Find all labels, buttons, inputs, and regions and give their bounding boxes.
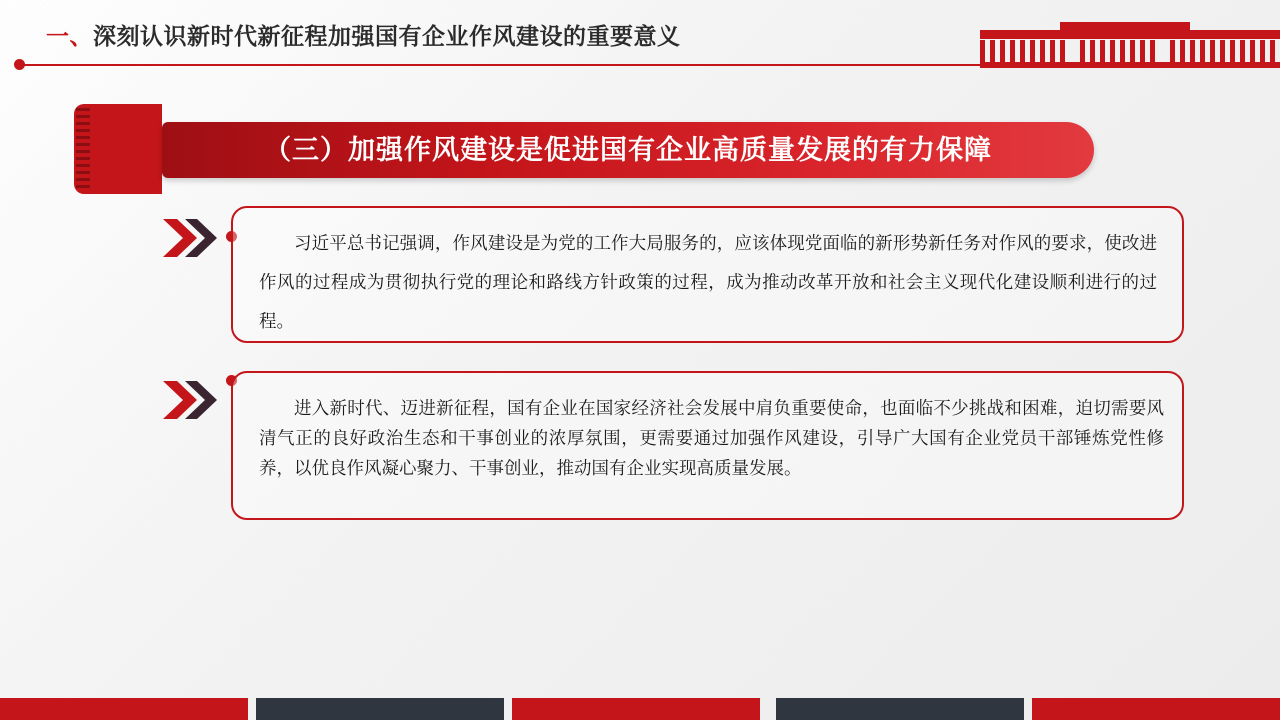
footer-segment-dark-2 xyxy=(776,698,1024,720)
government-building-icon xyxy=(980,22,1280,68)
page-title-index: 一、 xyxy=(46,23,93,49)
banner-stripes-decor xyxy=(76,108,90,190)
content-box-2 xyxy=(231,371,1184,520)
content-text-1: 习近平总书记强调，作风建设是为党的工作大局服务的，应该体现党面临的新形势新任务对作风的要求，使改进作风的过程成为贯彻执行党的理论和路线方针政策的过程，成为推动改革开放和社会主义现代化建设顺利进行的过程。 xyxy=(259,233,1157,331)
header-bullet-dot xyxy=(14,59,25,70)
slide-footer xyxy=(0,698,1280,720)
footer-segment-red-1 xyxy=(0,698,248,720)
page-title xyxy=(46,18,681,51)
double-chevron-right-icon xyxy=(163,379,225,421)
banner-notch xyxy=(74,104,162,194)
footer-segment-red-3 xyxy=(1032,698,1280,720)
content-box-1 xyxy=(231,206,1184,343)
slide-header xyxy=(0,0,1280,72)
content-text-2: 进入新时代、迈进新征程，国有企业在国家经济社会发展中肩负重要使命，也面临不少挑战和困难，迫切需要风清气正的良好政治生态和干事创业的浓厚氛围，更需要通过加强作风建设，引导广大国有企业党员干部锤炼党性修养，以优良作风凝心聚力、干事创业，推动国有企业实现高质量发展。 xyxy=(259,398,1164,478)
banner-bar xyxy=(162,122,1094,178)
footer-segment-dark-1 xyxy=(256,698,504,720)
footer-segment-red-2 xyxy=(512,698,760,720)
section-banner xyxy=(74,104,1094,194)
page-title-text: 深刻认识新时代新征程加强国有企业作风建设的重要意义 xyxy=(93,23,681,49)
section-title: （三）加强作风建设是促进国有企业高质量发展的有力保障 xyxy=(264,135,992,165)
double-chevron-right-icon xyxy=(163,217,225,259)
